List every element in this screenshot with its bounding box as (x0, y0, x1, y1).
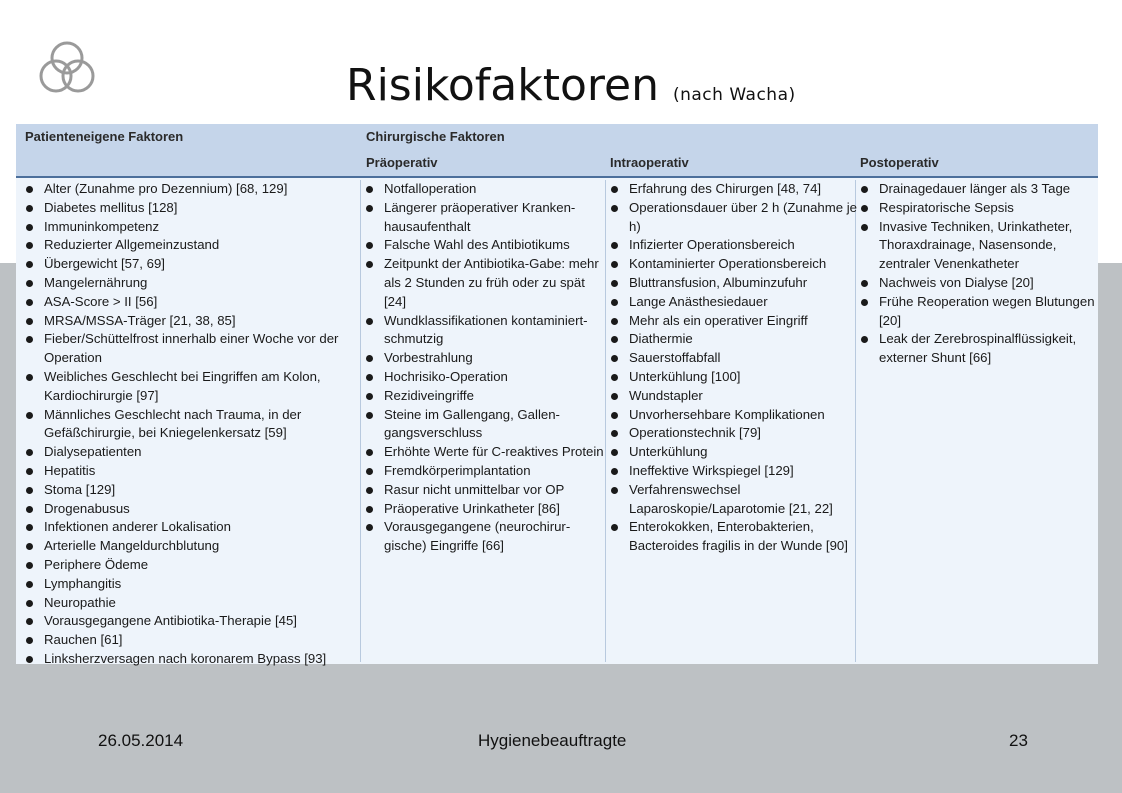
list-item: Mangelernährung (24, 274, 364, 293)
list-item: Unterkühlung [100] (609, 368, 857, 387)
list-item: Mehr als ein operativer Eingriff (609, 312, 857, 331)
list-item: Fieber/Schüttelfrost innerhalb einer Woche vor der Operation (24, 330, 364, 368)
list-item: Immuninkompetenz (24, 218, 364, 237)
list-item: Steine im Gallengang, Gallen-gangsverschluss (364, 406, 604, 444)
list-item: Vorbestrahlung (364, 349, 604, 368)
list-item: Übergewicht [57, 69] (24, 255, 364, 274)
list-item: Dialysepatienten (24, 443, 364, 462)
list-item: Präoperative Urinkatheter [86] (364, 500, 604, 519)
list-item: Unterkühlung (609, 443, 857, 462)
list-item: Fremdkörperimplantation (364, 462, 604, 481)
list-item: Lange Anästhesiedauer (609, 293, 857, 312)
footer-page-number: 23 (1009, 731, 1028, 750)
list-item: Unvorhersehbare Komplikationen (609, 406, 857, 425)
list-item: Wundstapler (609, 387, 857, 406)
list-item: Operationstechnik [79] (609, 424, 857, 443)
list-item: Invasive Techniken, Urinkatheter, Thoraxdrainage, Nasensonde, zentraler Venenkatheter (859, 218, 1097, 274)
list-item: Reduzierter Allgemeinzustand (24, 236, 364, 255)
list-item: Nachweis von Dialyse [20] (859, 274, 1097, 293)
list-item: Arterielle Mangeldurchblutung (24, 537, 364, 556)
header-postoperative: Postoperativ (860, 155, 939, 170)
footer-center-text: Hygienebeauftragte (478, 731, 627, 750)
list-item: Rauchen [61] (24, 631, 364, 650)
postoperative-factors-list (859, 180, 1097, 368)
logo-icon (36, 40, 98, 98)
list-item: Männliches Geschlecht nach Trauma, in der Gefäßchirurgie, bei Kniegelenkersatz [59] (24, 406, 364, 444)
patient-factors-list (24, 180, 364, 669)
list-item: Kontaminierter Operationsbereich (609, 255, 857, 274)
list-item: ASA-Score > II [56] (24, 293, 364, 312)
list-item: Verfahrenswechsel Laparoskopie/Laparotomie [21, 22] (609, 481, 857, 519)
list-item: Zeitpunkt der Antibiotika-Gabe: mehr als 2 Stunden zu früh oder zu spät [24] (364, 255, 604, 311)
title-main: Risikofaktoren (346, 60, 659, 111)
list-item: Diabetes mellitus [128] (24, 199, 364, 218)
list-item: Weibliches Geschlecht bei Eingriffen am Kolon, Kardiochirurgie [97] (24, 368, 364, 406)
list-item: Notfalloperation (364, 180, 604, 199)
list-item: Vorausgegangene Antibiotika-Therapie [45] (24, 612, 364, 631)
risk-factor-table (16, 124, 1098, 664)
list-item: Falsche Wahl des Antibiotikums (364, 236, 604, 255)
list-item: Periphere Ödeme (24, 556, 364, 575)
list-item: Drogenabusus (24, 500, 364, 519)
list-item: MRSA/MSSA-Träger [21, 38, 85] (24, 312, 364, 331)
preoperative-factors-list (364, 180, 604, 556)
list-item: Infizierter Operationsbereich (609, 236, 857, 255)
header-divider (16, 176, 1098, 178)
list-item: Neuropathie (24, 594, 364, 613)
intraoperative-factors-list (609, 180, 857, 556)
list-item: Erfahrung des Chirurgen [48, 74] (609, 180, 857, 199)
list-item: Längerer präoperativer Kranken-hausaufenthalt (364, 199, 604, 237)
list-item: Bluttransfusion, Albuminzufuhr (609, 274, 857, 293)
list-item: Leak der Zerebrospinalflüssigkeit, externer Shunt [66] (859, 330, 1097, 368)
list-item: Enterokokken, Enterobakterien, Bacteroides fragilis in der Wunde [90] (609, 518, 857, 556)
list-item: Rezidiveingriffe (364, 387, 604, 406)
list-item: Rasur nicht unmittelbar vor OP (364, 481, 604, 500)
list-item: Respiratorische Sepsis (859, 199, 1097, 218)
list-item: Ineffektive Wirkspiegel [129] (609, 462, 857, 481)
list-item: Sauerstoffabfall (609, 349, 857, 368)
header-patient: Patienteneigene Faktoren (25, 129, 184, 144)
list-item: Operationsdauer über 2 h (Zunahme je h) (609, 199, 857, 237)
list-item: Alter (Zunahme pro Dezennium) [68, 129] (24, 180, 364, 199)
list-item: Wundklassifikationen kontaminiert-schmutzig (364, 312, 604, 350)
list-item: Vorausgegangene (neurochirur-gische) Eingriffe [66] (364, 518, 604, 556)
title-subtitle: (nach Wacha) (672, 85, 796, 105)
page-title (346, 56, 796, 125)
header-surgical: Chirurgische Faktoren (366, 129, 505, 144)
list-item: Infektionen anderer Lokalisation (24, 518, 364, 537)
header-preoperative: Präoperativ (366, 155, 438, 170)
list-item: Hepatitis (24, 462, 364, 481)
list-item: Frühe Reoperation wegen Blutungen [20] (859, 293, 1097, 331)
list-item: Linksherzversagen nach koronarem Bypass [93] (24, 650, 364, 669)
list-item: Hochrisiko-Operation (364, 368, 604, 387)
footer-date: 26.05.2014 (98, 731, 184, 750)
column-divider (605, 180, 606, 662)
list-item: Drainagedauer länger als 3 Tage (859, 180, 1097, 199)
list-item: Stoma [129] (24, 481, 364, 500)
header-intraoperative: Intraoperativ (610, 155, 689, 170)
list-item: Diathermie (609, 330, 857, 349)
list-item: Lymphangitis (24, 575, 364, 594)
table-header (16, 124, 1098, 176)
list-item: Erhöhte Werte für C-reaktives Protein (364, 443, 604, 462)
